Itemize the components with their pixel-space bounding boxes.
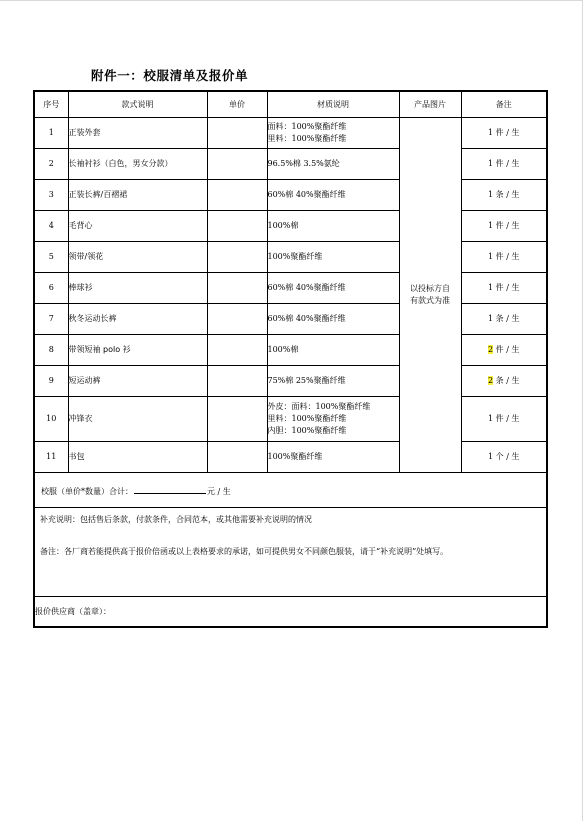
item-material (267, 242, 399, 273)
item-quantity: 1 (488, 128, 494, 137)
item-unit-price-field[interactable] (207, 304, 267, 335)
item-material (267, 180, 399, 211)
item-style: 书包 (68, 442, 207, 473)
material-line: 60%棉 40%聚酯纤维 (267, 190, 346, 199)
item-number: 1 (34, 118, 68, 149)
material-line: 96.5%棉 3.5%氨纶 (267, 159, 340, 168)
image-note-line: 以投标方自 (410, 284, 450, 293)
item-number: 11 (34, 442, 68, 473)
material-line: 100%聚酯纤维 (267, 452, 323, 461)
item-material (267, 442, 399, 473)
image-note-line: 有款式为准 (410, 296, 450, 305)
item-style: 正装长裤/百褶裙 (68, 180, 207, 211)
table-row (34, 366, 547, 397)
item-style: 领带/领花 (68, 242, 207, 273)
header-style: 款式说明 (68, 91, 207, 118)
item-number: 5 (34, 242, 68, 273)
item-style: 正装外套 (68, 118, 207, 149)
header-no: 序号 (34, 91, 68, 118)
item-number: 9 (34, 366, 68, 397)
item-unit: 件 / 生 (495, 221, 520, 230)
table-row (34, 242, 547, 273)
table-row (34, 118, 547, 149)
item-quantity: 2 (488, 345, 494, 354)
item-quantity: 2 (488, 376, 494, 385)
item-number: 6 (34, 273, 68, 304)
item-style: 长袖衬衫（白色，男女分款） (68, 149, 207, 180)
item-unit-price-field[interactable] (207, 442, 267, 473)
header-price: 单价 (207, 91, 267, 118)
table-row (34, 442, 547, 473)
item-unit-price-field[interactable] (207, 366, 267, 397)
material-line: 里料：100%聚酯纤维 (267, 414, 347, 423)
item-unit: 件 / 生 (495, 345, 520, 354)
material-line: 面料：100%聚酯纤维 (267, 122, 347, 131)
item-number: 2 (34, 149, 68, 180)
item-quantity: 1 (488, 252, 494, 261)
header-material: 材质说明 (267, 91, 399, 118)
item-number: 10 (34, 397, 68, 442)
item-material (267, 118, 399, 149)
material-line: 100%棉 (267, 221, 299, 230)
item-unit-price-field[interactable] (207, 397, 267, 442)
header-image: 产品图片 (399, 91, 461, 118)
item-unit-price-field[interactable] (207, 180, 267, 211)
item-material (267, 304, 399, 335)
total-label: 校服（单价*数量）合计： (41, 486, 133, 496)
total-cell (34, 473, 547, 508)
item-quantity: 1 (488, 314, 494, 323)
item-number: 3 (34, 180, 68, 211)
item-remark (461, 180, 547, 211)
item-number: 7 (34, 304, 68, 335)
item-unit: 件 / 生 (495, 159, 520, 168)
item-unit-price-field[interactable] (207, 211, 267, 242)
item-remark (461, 242, 547, 273)
item-remark (461, 118, 547, 149)
item-unit: 个 / 生 (495, 452, 520, 461)
product-image-note (399, 118, 461, 473)
signature-row (34, 597, 547, 628)
total-unit: 元 / 生 (207, 486, 231, 496)
item-number: 4 (34, 211, 68, 242)
table-row (34, 304, 547, 335)
item-material (267, 211, 399, 242)
material-line: 100%棉 (267, 345, 299, 354)
item-material (267, 335, 399, 366)
item-quantity: 1 (488, 190, 494, 199)
item-unit: 件 / 生 (495, 283, 520, 292)
item-unit-price-field[interactable] (207, 118, 267, 149)
item-unit: 条 / 生 (495, 314, 520, 323)
item-remark (461, 304, 547, 335)
item-unit: 条 / 生 (495, 376, 520, 385)
item-material (267, 366, 399, 397)
item-unit-price-field[interactable] (207, 335, 267, 366)
item-remark (461, 149, 547, 180)
table-row (34, 273, 547, 304)
item-rows (34, 118, 547, 473)
item-unit: 条 / 生 (495, 190, 520, 199)
table-row (34, 180, 547, 211)
item-quantity: 1 (488, 414, 494, 423)
material-line: 60%棉 40%聚酯纤维 (267, 283, 346, 292)
item-unit: 件 / 生 (495, 414, 520, 423)
table-row (34, 397, 547, 442)
item-quantity: 1 (488, 283, 494, 292)
notes-cell (34, 508, 547, 597)
item-unit: 件 / 生 (495, 252, 520, 261)
material-line: 60%棉 40%聚酯纤维 (267, 314, 346, 323)
signature-label: 报价供应商（盖章）： (34, 597, 547, 628)
item-material (267, 397, 399, 442)
item-unit: 件 / 生 (495, 128, 520, 137)
item-remark (461, 211, 547, 242)
item-remark (461, 442, 547, 473)
table-row (34, 211, 547, 242)
item-style: 毛背心 (68, 211, 207, 242)
document-title: 附件一：校服清单及报价单 (91, 68, 249, 83)
item-style: 短运动裤 (68, 366, 207, 397)
material-line: 75%棉 25%聚酯纤维 (267, 376, 346, 385)
item-remark (461, 366, 547, 397)
table-row (34, 149, 547, 180)
item-material (267, 149, 399, 180)
material-line: 外皮：面料：100%聚酯纤维 (267, 402, 371, 411)
header-row (34, 91, 547, 118)
item-style: 棒球衫 (68, 273, 207, 304)
item-quantity: 1 (488, 221, 494, 230)
page-edge-top (0, 0, 583, 1)
item-remark (461, 335, 547, 366)
item-style: 秋冬运动长裤 (68, 304, 207, 335)
item-style: 冲锋衣 (68, 397, 207, 442)
quote-table (33, 90, 548, 628)
item-number: 8 (34, 335, 68, 366)
material-line: 100%聚酯纤维 (267, 252, 323, 261)
item-quantity: 1 (488, 159, 494, 168)
supplement-note: 补充说明：包括售后条款，付款条件，合同范本，或其他需要补充说明的情况 (40, 515, 312, 524)
item-unit-price-field[interactable] (207, 242, 267, 273)
item-style: 带领短袖 polo 衫 (68, 335, 207, 366)
item-unit-price-field[interactable] (207, 273, 267, 304)
item-remark (461, 397, 547, 442)
notes-row (34, 508, 547, 597)
material-line: 里料：100%聚酯纤维 (267, 134, 347, 143)
item-remark (461, 273, 547, 304)
total-row (34, 473, 547, 508)
item-material (267, 273, 399, 304)
table-row (34, 335, 547, 366)
header-remark: 备注 (461, 91, 547, 118)
item-unit-price-field[interactable] (207, 149, 267, 180)
total-blank-line[interactable] (134, 483, 206, 494)
item-quantity: 1 (488, 452, 494, 461)
remark-note: 备注：各厂商若能提供高于报价倍函或以上表格要求的承诺，如可提供男女不同颜色服装，请于“补充说明”处填写。 (40, 547, 449, 556)
material-line: 内胆：100%聚酯纤维 (267, 426, 347, 435)
